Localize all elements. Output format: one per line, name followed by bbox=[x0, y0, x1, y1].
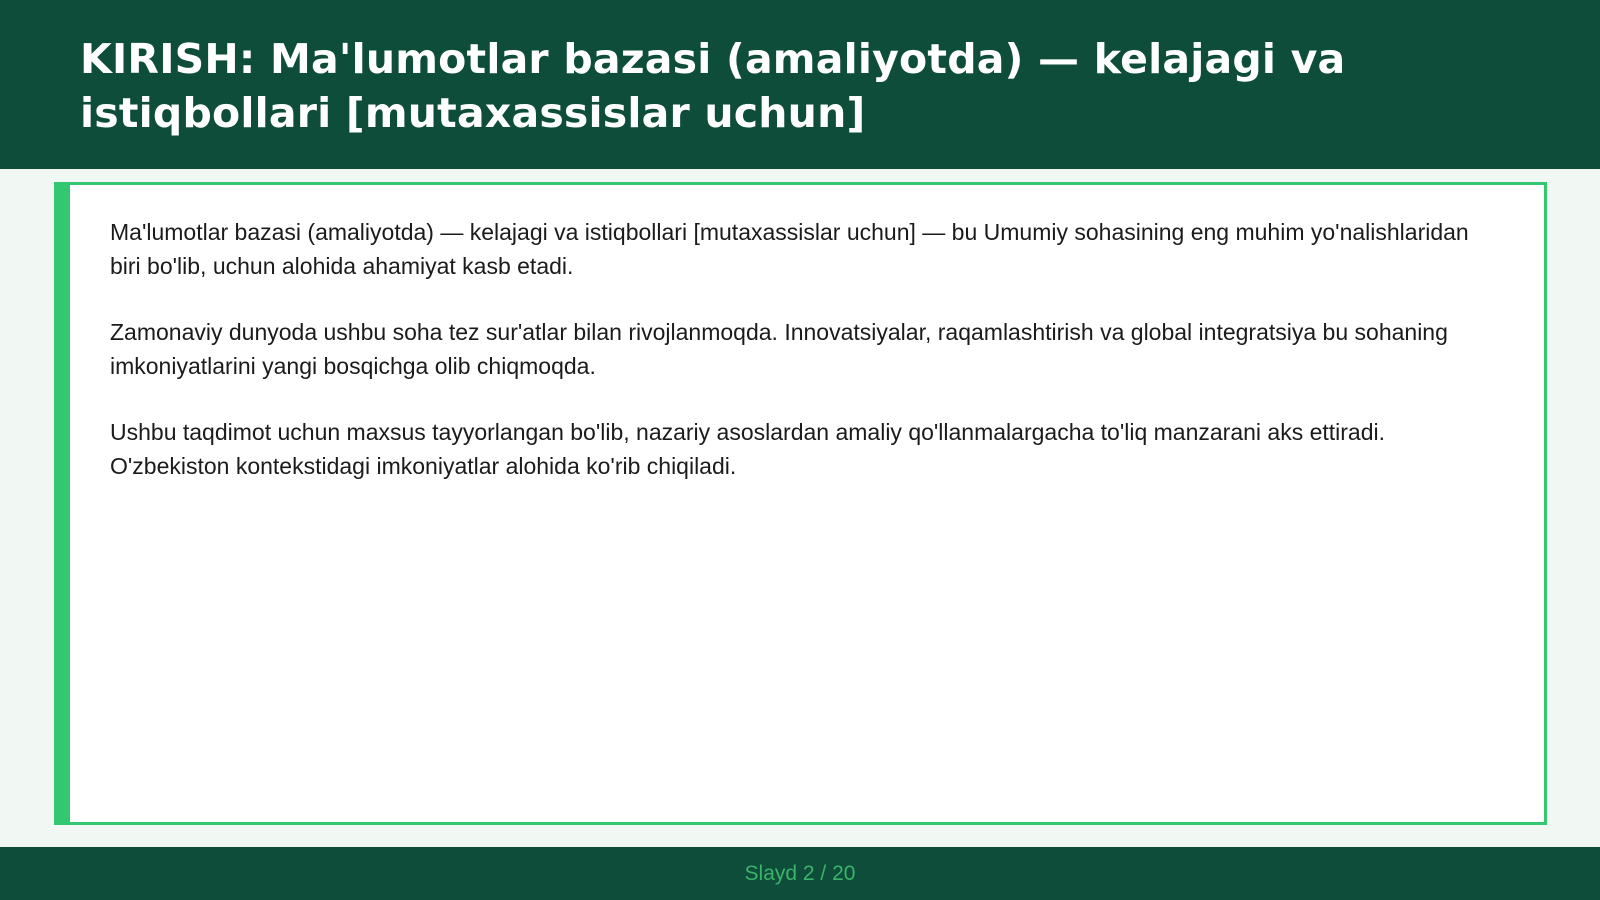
slide-title: KIRISH: Ma'lumotlar bazasi (amaliyotda) — kelajagi va istiqbollari [mutaxassislar uchun] bbox=[80, 35, 1346, 137]
paragraph-intro: Ma'lumotlar bazasi (amaliyotda) — kelajagi va istiqbollari [mutaxassislar uchun] — bu Umumiy sohasining eng muhim yo'nalishlaridan biri bo'lib, uchun alohida ahamiyat kasb etadi. bbox=[110, 219, 1469, 279]
paragraph-modern-world: Zamonaviy dunyoda ushbu soha tez sur'atlar bilan rivojlanmoqda. Innovatsiyalar, raqamlashtirish va global integratsiya bu sohaning imkoniyatlarini yangi bosqichga olib chiqmoqda. bbox=[110, 319, 1448, 379]
slide-footer bbox=[0, 847, 1600, 900]
paragraph-presentation-purpose: Ushbu taqdimot uchun maxsus tayyorlangan bo'lib, nazariy asoslardan amaliy qo'llanmalargacha to'liq manzarani aks ettiradi. O'zbekiston kontekstidagi imkoniyatlar alohida ko'rib chiqiladi. bbox=[110, 419, 1386, 479]
slide-header bbox=[0, 0, 1600, 169]
slide-counter: Slayd 2 / 20 bbox=[744, 861, 856, 885]
content-card bbox=[54, 182, 1547, 825]
